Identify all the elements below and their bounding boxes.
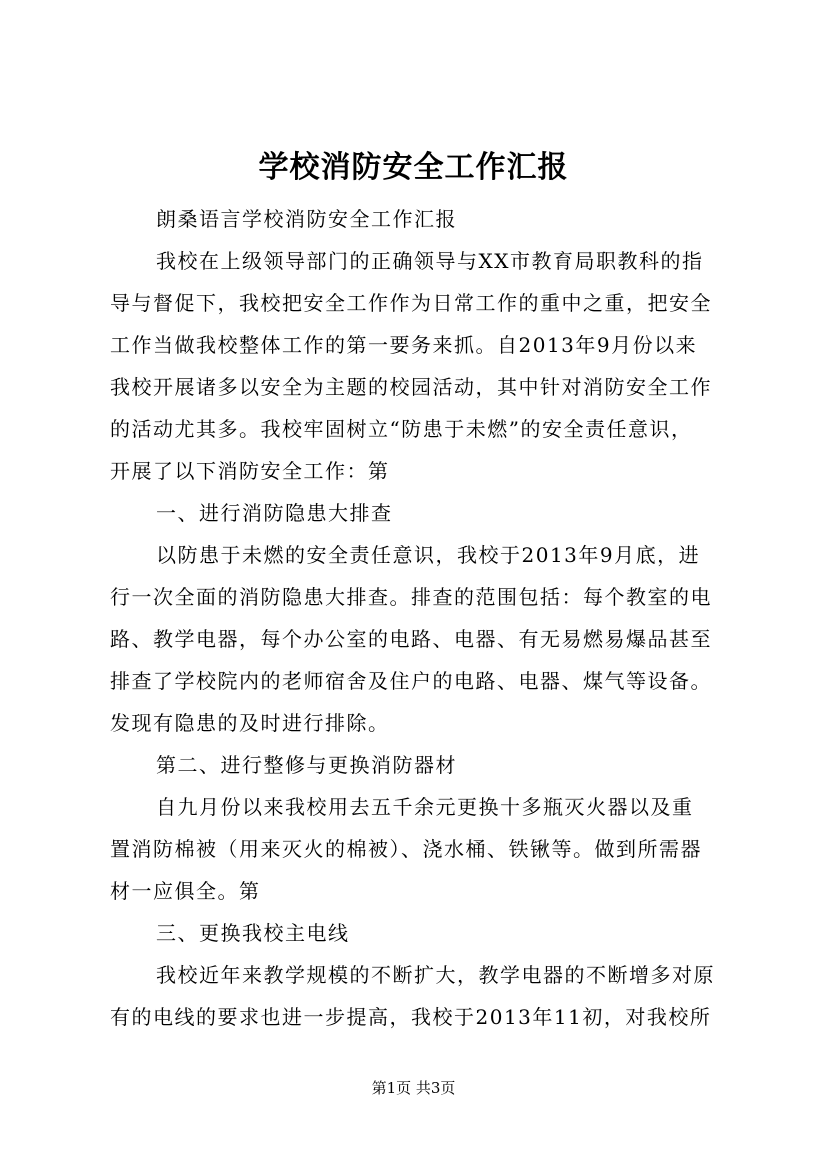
body-line: 开展了以下消防安全工作：第 [110,459,390,483]
body-line: 以防患于未燃的安全责任意识，我校于2013年9月底，进 [156,543,701,567]
body-line: 有的电线的要求也进一步提高，我校于2013年11初，对我校所 [110,1005,712,1029]
page-number: 第1页 共3页 [371,1079,456,1097]
body-line: 路、教学电器，每个办公室的电路、电器、有无易燃易爆品甚至 [110,627,712,651]
body-line: 行一次全面的消防隐患大排查。排查的范围包括：每个教室的电 [110,585,712,609]
body-line: 我校近年来教学规模的不断扩大，教学电器的不断增多对原 [156,963,715,987]
body-line: 工作当做我校整体工作的第一要务来抓。自2013年9月份以来 [110,333,698,357]
body-line: 发现有隐患的及时进行排除。 [110,711,390,735]
body-line: 材一应俱全。第 [110,879,261,903]
section-heading: 第二、进行整修与更换消防器材 [156,753,457,777]
body-line: 的活动尤其多。我校牢固树立“防患于未燃”的安全责任意识， [110,417,693,441]
document-body [110,198,740,1038]
body-line: 我校开展诸多以安全为主题的校园活动，其中针对消防安全工作 [110,375,712,399]
body-line: 导与督促下，我校把安全工作作为日常工作的重中之重，把安全 [110,291,712,315]
body-line: 朗桑语言学校消防安全工作汇报 [156,207,457,231]
body-line: 排查了学校院内的老师宿舍及住户的电路、电器、煤气等设备。 [110,669,712,693]
body-line: 自九月份以来我校用去五千余元更换十多瓶灭火器以及重 [156,795,694,819]
document-title: 学校消防安全工作汇报 [258,150,569,185]
section-heading: 一、进行消防隐患大排查 [156,501,393,525]
body-line: 置消防棉被（用来灭火的棉被）、浇水桶、铁锹等。做到所需器 [110,837,702,861]
body-line: 我校在上级领导部门的正确领导与XX市教育局职教科的指 [156,249,704,273]
section-heading: 三、更换我校主电线 [156,921,350,945]
